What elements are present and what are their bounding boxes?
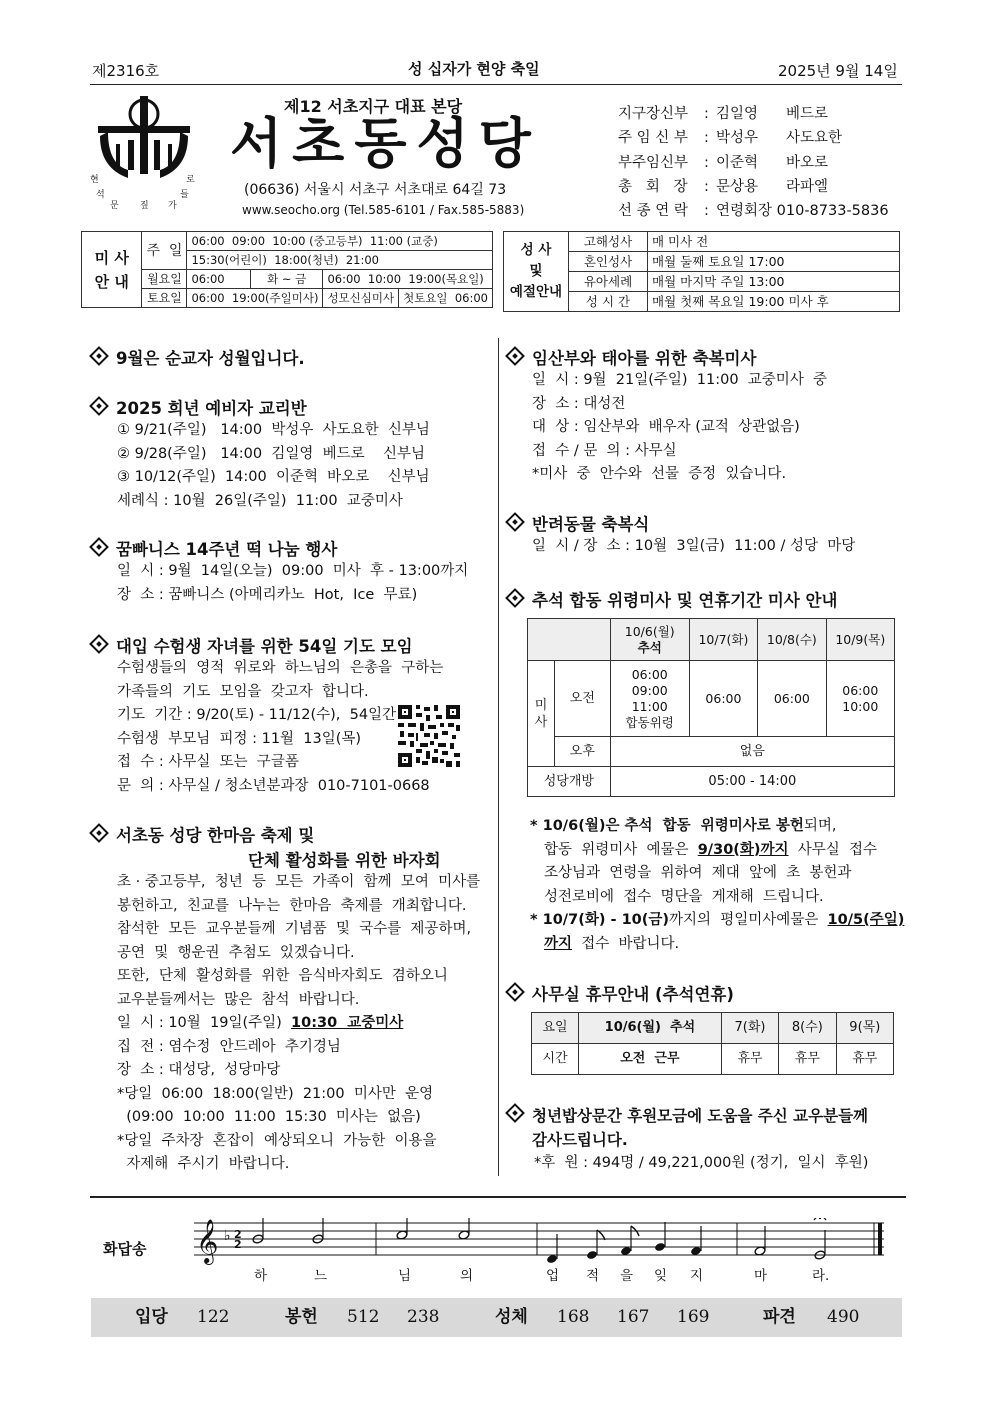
entrance-number: 122	[197, 1307, 230, 1327]
dismissal-number: 490	[827, 1307, 860, 1327]
text-line: 자제해 주시기 바랍니다.	[117, 1156, 290, 1172]
text-line: 일 시 : 9월 14일(오늘) 09:00 미사 후 - 13:00까지	[117, 563, 469, 579]
lyrics	[0, 1264, 992, 1284]
saturday-extra-1: 성모신심미사	[323, 289, 399, 308]
table-header: 10/6(월) 추석	[610, 619, 689, 661]
feast-name: 성 십자가 현양 축일	[408, 60, 540, 78]
text-line: 초 · 중고등부, 청년 등 모든 가족이 함께 모여 미사를	[117, 874, 481, 890]
table-header: 7(화)	[721, 1013, 778, 1044]
sacrament-table	[503, 231, 900, 312]
am-cell: 06:00	[689, 661, 757, 737]
staff-row	[618, 151, 889, 175]
qr-code-icon	[398, 705, 460, 767]
sacrament-value: 매 미사 전	[648, 232, 900, 252]
section-body	[532, 369, 827, 487]
lyric-syllable: 잊	[654, 1268, 668, 1284]
sacrament-key: 고해성사	[569, 232, 648, 252]
diamond-bullet-icon	[505, 588, 525, 608]
table-cell: 시간	[532, 1044, 579, 1075]
open-value: 05:00 - 14:00	[610, 767, 894, 797]
staff-name: 박성우	[716, 130, 759, 147]
pm-value: 없음	[610, 737, 894, 767]
am-cell: 06:00 10:00	[826, 661, 894, 737]
staff-row	[618, 102, 889, 126]
section-title: 서초동 성당 한마음 축제 및	[92, 822, 314, 846]
church-contact: www.seocho.org (Tel.585-6101 / Fax.585-5883)	[242, 203, 525, 217]
staff-sep: :	[704, 203, 709, 220]
text-line: 일 시 / 장 소 : 10월 3일(금) 11:00 / 성당 마당	[532, 538, 856, 554]
sacrament-label-2: 및	[529, 263, 543, 279]
saturday-time: 06:00 19:00(주일미사)	[187, 289, 323, 308]
text-line: 봉헌하고, 친교를 나누는 한마음 축제를 개최합니다.	[117, 897, 467, 914]
diamond-bullet-icon	[505, 512, 525, 532]
lyric-syllable: 지	[690, 1268, 704, 1284]
mass-schedule-table	[81, 231, 493, 308]
section-title: 청년밥상문간 후원모금에 도움을 주신 교우분들께	[508, 1104, 868, 1126]
staff-name: 문상용	[716, 178, 759, 195]
church-address: (06636) 서울시 서초구 서초대로 64길 73	[244, 182, 507, 198]
saturday-extra-2: 첫토요일 06:00	[399, 289, 493, 308]
offertory-number: 512	[347, 1307, 380, 1327]
music-staff	[194, 1218, 890, 1268]
logo-char: 로	[186, 175, 195, 185]
diamond-bullet-icon	[89, 823, 109, 843]
lyric-syllable: 느	[314, 1268, 328, 1284]
church-logo	[88, 92, 200, 212]
text-line: (09:00 10:00 11:00 15:30 미사는 없음)	[117, 1109, 421, 1125]
staff-title: 라파엘	[786, 178, 829, 195]
table-header: 9(목)	[836, 1013, 893, 1044]
text-line: *후 원 : 494명 / 49,221,000원 (정기, 일시 후원)	[534, 1155, 869, 1171]
logo-char: 들	[180, 190, 189, 200]
sacrament-value: 매월 첫째 목요일 19:00 미사 후	[648, 292, 900, 312]
pm-label: 오후	[555, 737, 611, 767]
text-line: ① 9/21(주일) 14:00 박성우 사도요한 신부님	[117, 422, 430, 438]
logo-char: 현	[90, 175, 99, 185]
text-line: 또한, 단체 활성화를 위한 음식바자회도 겸하오니	[117, 968, 448, 984]
staff-row	[618, 126, 889, 150]
section-title: 대입 수험생 자녀를 위한 54일 기도 모임	[92, 633, 413, 657]
sacrament-label-1: 성 사	[520, 242, 552, 258]
lyric-syllable: 의	[460, 1268, 474, 1284]
staff-role: 총 회 장	[618, 178, 688, 195]
tuefri-label: 화 ~ 금	[250, 270, 323, 289]
staff-row	[618, 199, 889, 223]
staff-sep: :	[704, 178, 709, 195]
sunday-label: 주 일	[142, 232, 187, 270]
offertory-label: 봉헌	[285, 1307, 318, 1327]
staff-role: 지구장신부	[618, 106, 689, 122]
svg-text:𝄞: 𝄞	[196, 1219, 219, 1263]
text-line: 교우분들께서는 많은 참석 바랍니다.	[117, 991, 360, 1008]
section-body	[117, 419, 430, 513]
diamond-bullet-icon	[89, 346, 109, 366]
section-title: 추석 합동 위령미사 및 연휴기간 미사 안내	[508, 587, 837, 611]
staff-role: 부주임신부	[618, 154, 689, 171]
lyric-syllable: 을	[620, 1268, 634, 1284]
mass-row-label: 미 사	[528, 661, 555, 767]
section-title: 2025 희년 예비자 교리반	[92, 395, 307, 419]
lyric-syllable: 마	[754, 1268, 768, 1284]
diamond-bullet-icon	[89, 634, 109, 654]
table-cell: 휴무	[721, 1044, 778, 1075]
logo-char: 가	[168, 201, 177, 211]
communion-number: 169	[677, 1307, 710, 1327]
communion-label: 성체	[495, 1307, 528, 1327]
text-line: *당일 주차장 혼잡이 예상되오니 가능한 이용을	[117, 1132, 437, 1149]
text-line: 일 시 : 9월 21일(주일) 11:00 교중미사 중	[532, 372, 828, 388]
section-body	[117, 560, 468, 607]
column-divider	[498, 338, 499, 1176]
dismissal-label: 파견	[763, 1307, 796, 1327]
church-name: 서초동성당	[230, 112, 541, 175]
sacrament-value: 매월 마지막 주일 13:00	[648, 272, 900, 292]
sacrament-value: 매월 둘째 토요일 17:00	[648, 252, 900, 272]
chuseok-notes	[530, 815, 904, 956]
table-header: 8(수)	[779, 1013, 836, 1044]
logo-char: 문	[110, 201, 119, 211]
diamond-bullet-icon	[505, 982, 525, 1002]
section-body	[117, 871, 480, 1177]
saturday-label: 토요일	[142, 289, 187, 308]
section-title: 임산부와 태아를 위한 축복미사	[508, 345, 756, 369]
section-title: 반려동물 축복식	[508, 511, 649, 535]
text-line: 세례식 : 10월 26일(주일) 11:00 교중미사	[117, 492, 403, 509]
text-line: 성전로비에 접수 명단을 게재해 드립니다.	[544, 888, 824, 905]
text-line: 기도 기간 : 9/20(토) - 11/12(수), 54일간	[117, 707, 397, 723]
staff-role: 주 임 신 부	[618, 130, 688, 147]
text-line: 일 시 : 10월 19일(주일) 10:30 교중미사	[117, 1015, 404, 1031]
sunday-times-1: 06:00 09:00 10:00 (중고등부) 11:00 (교중)	[187, 232, 493, 251]
header-top-rule	[90, 84, 902, 85]
tuefri-time: 06:00 10:00 19:00(목요일)	[323, 270, 493, 289]
lyric-syllable: 라.	[812, 1268, 830, 1284]
text-line: 집 전 : 염수정 안드레아 추기경님	[117, 1038, 341, 1055]
diamond-bullet-icon	[505, 1103, 525, 1123]
staff-list	[618, 102, 889, 223]
text-line: 조상님과 연령을 위하여 제대 앞에 초 봉헌과	[544, 865, 852, 881]
diamond-bullet-icon	[89, 396, 109, 416]
hymn-bar	[91, 1298, 902, 1337]
text-line: 참석한 모든 교우분들께 기념품 및 국수를 제공하며,	[117, 921, 472, 937]
text-line: * 10/6(월)은 추석 합동 위령미사로 봉헌되며,	[530, 818, 837, 834]
text-line: 공연 및 행운권 추첨도 있겠습니다.	[117, 944, 355, 961]
staff-title: 베드로	[786, 106, 829, 122]
table-corner	[528, 619, 611, 661]
svg-text:2: 2	[234, 1228, 242, 1241]
issue-number: 제2316호	[92, 62, 160, 80]
table-cell: 오전 근무	[579, 1044, 722, 1075]
logo-char: 짚	[140, 201, 149, 211]
diamond-bullet-icon	[505, 346, 525, 366]
staff-title: 사도요한	[786, 130, 843, 147]
section-body	[117, 657, 443, 798]
parish-subtitle: 제12 서초지구 대표 본당	[284, 97, 463, 116]
text-line: * 10/7(화) - 10(금)까지의 평일미사예물은 10/5(주일)	[530, 912, 905, 928]
text-line: 장 소 : 대성당, 성당마당	[117, 1062, 281, 1078]
issue-date: 2025년 9월 14일	[778, 62, 898, 80]
text-line: 문 의 : 사무실 / 청소년분과장 010-7101-0668	[117, 777, 430, 794]
section-title-cont: 단체 활성화를 위한 바자회	[248, 851, 441, 870]
text-line: 장 소 : 대성전	[532, 395, 626, 412]
text-line: 장 소 : 꿈빠니스 (아메리카노 Hot, Ice 무료)	[117, 586, 418, 603]
staff-sep: :	[704, 130, 709, 147]
sacrament-label	[504, 232, 569, 312]
table-cell: 휴무	[836, 1044, 893, 1075]
am-cell: 06:00	[758, 661, 826, 737]
text-line: 수험생 부모님 피정 : 11월 13일(목)	[117, 730, 362, 747]
table-header: 10/6(월) 추석	[579, 1013, 722, 1044]
mass-label	[82, 232, 142, 308]
diamond-bullet-icon	[89, 537, 109, 557]
lyric-syllable: 님	[398, 1268, 412, 1284]
section-title-cont: 감사드립니다.	[532, 1131, 628, 1149]
mass-label-1: 미 사	[94, 248, 129, 267]
communion-number: 168	[557, 1307, 590, 1327]
entrance-label: 입당	[135, 1307, 168, 1327]
logo-char: 석	[96, 190, 105, 200]
svg-text:♭: ♭	[224, 1228, 231, 1244]
open-label: 성당개방	[528, 767, 611, 797]
qr-code[interactable]	[398, 705, 460, 767]
text-line: 가족들의 기도 모임을 갖고자 합니다.	[117, 683, 369, 700]
sacrament-key: 성 시 간	[569, 292, 648, 312]
text-line: *당일 06:00 18:00(일반) 21:00 미사만 운영	[117, 1085, 434, 1102]
communion-number: 167	[617, 1307, 650, 1327]
staff-row	[618, 175, 889, 199]
offertory-number: 238	[407, 1307, 440, 1327]
lyric-syllable: 하	[254, 1268, 268, 1284]
monday-label: 월요일	[142, 270, 187, 289]
music-top-rule	[90, 1196, 906, 1198]
text-line: 접 수 / 문 의 : 사무실	[532, 442, 677, 459]
table-cell: 휴무	[779, 1044, 836, 1075]
sacrament-key: 혼인성사	[569, 252, 648, 272]
text-line: ② 9/28(주일) 14:00 김일영 베드로 신부님	[117, 445, 426, 462]
text-line: 대 상 : 임산부와 배우자 (교적 상관없음)	[532, 419, 800, 435]
staff-name: 이준혁	[716, 154, 759, 171]
sacrament-label-3: 예절안내	[509, 284, 563, 300]
mass-label-2: 안 내	[94, 272, 129, 291]
text-line: 까지 접수 바랍니다.	[544, 935, 680, 952]
text-line: ③ 10/12(주일) 14:00 이준혁 바오로 신부님	[117, 469, 430, 485]
chuseok-mass-table	[527, 618, 895, 797]
text-line: 합동 위령미사 예물은 9/30(화)까지 사무실 접수	[544, 841, 878, 858]
staff-sep: :	[704, 154, 709, 171]
staff-name: 연령회장 010-8733-5836	[716, 203, 889, 220]
monday-time: 06:00	[187, 270, 250, 289]
table-header: 10/9(목)	[826, 619, 894, 661]
lyric-syllable: 업	[546, 1268, 560, 1284]
text-line: *미사 중 안수와 선물 증정 있습니다.	[532, 466, 787, 482]
text-line: 접 수 : 사무실 또는 구글폼	[117, 754, 299, 770]
svg-text:2: 2	[234, 1238, 242, 1251]
staff-sep: :	[704, 106, 709, 122]
section-title: 사무실 휴무안내 (추석연휴)	[508, 981, 734, 1005]
lyric-syllable: 적	[586, 1268, 600, 1284]
table-header: 10/8(수)	[758, 619, 826, 661]
psalm-label: 화답송	[103, 1240, 147, 1258]
section-title: 9월은 순교자 성월입니다.	[92, 345, 305, 369]
table-header: 요일	[532, 1013, 579, 1044]
office-closure-table	[531, 1012, 894, 1075]
sacrament-key: 유아세례	[569, 272, 648, 292]
table-header: 10/7(화)	[689, 619, 757, 661]
staff-role: 선 종 연 락	[618, 203, 688, 220]
staff-title: 바오로	[786, 154, 829, 171]
staff-name: 김일영	[716, 106, 759, 122]
am-cell: 06:00 09:00 11:00 합동위령	[610, 661, 689, 737]
emphasis-text: 10:30 교중미사	[291, 1015, 404, 1031]
sunday-times-2: 15:30(어린이) 18:00(청년) 21:00	[187, 251, 493, 270]
text-line: 수험생들의 영적 위로와 하느님의 은총을 구하는	[117, 660, 444, 676]
am-label: 오전	[555, 661, 611, 737]
section-title: 꿈빠니스 14주년 떡 나눔 행사	[92, 536, 337, 560]
